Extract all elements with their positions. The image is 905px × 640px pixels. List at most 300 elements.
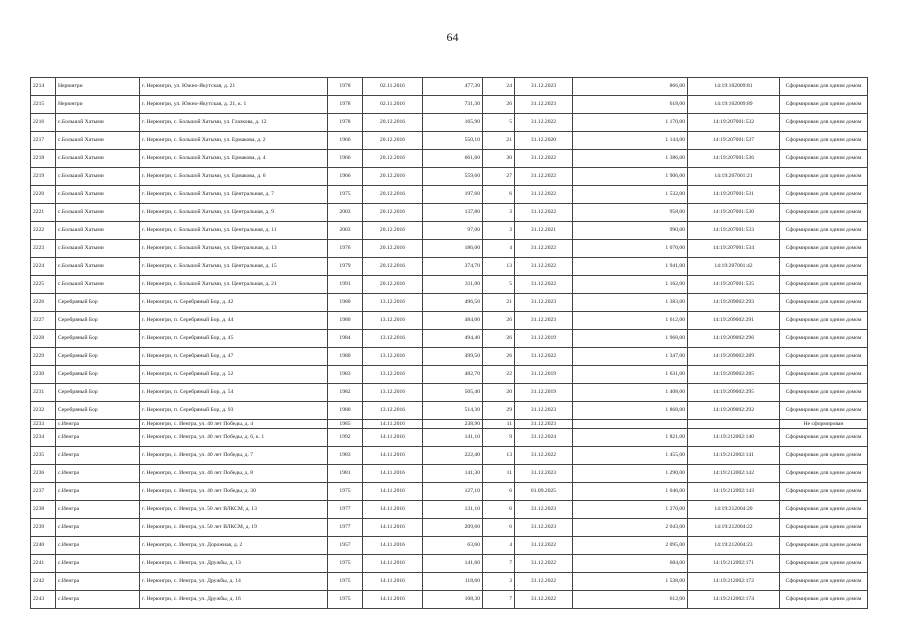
row-number-cell: 2223 [31,240,56,258]
table-body [31,78,868,609]
settlement-cell: с.Иенгра [56,573,140,591]
area-cell: 477,30 [423,78,483,96]
cost-cell: 1 347,00 [573,348,688,366]
area-cell: 141,30 [423,465,483,483]
row-number-cell: 2243 [31,591,56,609]
cadastral-number-cell: 14:19:207001:536 [688,150,780,168]
row-number-cell: 2224 [31,258,56,276]
deadline-cell: 31.12.2024 [515,429,573,447]
address-cell: г. Нерюнгри, ул. Южно-Якутская, д. 21 [140,78,328,96]
settlement-cell: Нерюнгри [56,78,140,96]
area-cell: 484,00 [423,312,483,330]
address-cell: г. Нерюнгри, с. Иенгра, ул. Дружбы, д. 16 [140,591,328,609]
status-cell: Сформирован для одним домом [780,114,868,132]
area-cell: 197,60 [423,186,483,204]
area-cell: 209,60 [423,519,483,537]
cadastral-number-cell: 14:19:209002:285 [688,366,780,384]
area-cell: 505,40 [423,384,483,402]
date-cell: 14.11.2016 [363,555,423,573]
status-cell: Сформирован для одним домом [780,384,868,402]
row-number-cell: 2237 [31,483,56,501]
table-row [31,114,868,132]
cadastral-number-cell: 14:19:207001:21 [688,168,780,186]
settlement-cell: Серебряный Бор [56,402,140,420]
deadline-cell: 31.12.2019 [515,384,573,402]
cadastral-number-cell: 14:19:212002:174 [688,591,780,609]
build-year-cell: 1957 [328,537,363,555]
date-cell: 13.12.2016 [363,402,423,420]
area-cell: 238,90 [423,420,483,429]
deadline-cell: 31.12.2022 [515,537,573,555]
cost-cell: 618,00 [573,96,688,114]
address-cell: г. Нерюнгри, с. Большой Хатыми, ул. Центральная, д. 9 [140,204,328,222]
cadastral-number-cell: 14:19:207001:535 [688,276,780,294]
deadline-cell: 31.12.2022 [515,447,573,465]
row-number-cell: 2240 [31,537,56,555]
cost-cell: 1 868,00 [573,402,688,420]
cadastral-number-cell: 14:19:209002:292 [688,402,780,420]
build-year-cell: 1992 [328,429,363,447]
status-cell: Не сформирован [780,420,868,429]
table-row [31,573,868,591]
row-number-cell: 2217 [31,132,56,150]
address-cell: г. Нерюнгри, с. Иенгра, ул. 40 лет Победы, д. 7 [140,447,328,465]
date-cell: 20.12.2016 [363,168,423,186]
table-row [31,591,868,609]
deadline-cell: 31.12.2022 [515,258,573,276]
cost-cell: 1 070,00 [573,240,688,258]
date-cell: 20.12.2016 [363,240,423,258]
row-number-cell: 2238 [31,501,56,519]
build-year-cell: 1975 [328,483,363,501]
table-row [31,204,868,222]
residents-cell: 11 [483,465,515,483]
settlement-cell: с.Иенгра [56,429,140,447]
build-year-cell: 1975 [328,186,363,204]
cadastral-number-cell: 14:19:207001:530 [688,204,780,222]
cadastral-number-cell: 14:19:209002:293 [688,294,780,312]
table-row [31,150,868,168]
settlement-cell: Нерюнгри [56,96,140,114]
status-cell: Сформирован для одним домом [780,483,868,501]
cadastral-number-cell: 14:19:207001:532 [688,114,780,132]
deadline-cell: 31.12.2021 [515,222,573,240]
cadastral-number-cell: 14:19:207001:533 [688,222,780,240]
table-row [31,483,868,501]
status-cell: Сформирован для одним домом [780,204,868,222]
row-number-cell: 2233 [31,420,56,429]
area-cell: 118,60 [423,573,483,591]
settlement-cell: с.Большой Хатыми [56,186,140,204]
residents-cell: 3 [483,222,515,240]
status-cell: Сформирован для одним домом [780,168,868,186]
residents-cell: 21 [483,132,515,150]
residents-cell: 11 [483,420,515,429]
settlement-cell: с.Иенгра [56,555,140,573]
row-number-cell: 2241 [31,555,56,573]
status-cell: Сформирован для одним домом [780,150,868,168]
deadline-cell: 31.12.2022 [515,591,573,609]
address-cell: г. Нерюнгри, с. Большой Хатыми, ул. Центральная, д. 11 [140,222,328,240]
status-cell: Сформирован для одним домом [780,465,868,483]
settlement-cell: с.Большой Хатыми [56,222,140,240]
cost-cell: 1 270,00 [573,501,688,519]
date-cell: 14.11.2016 [363,501,423,519]
date-cell: 02.11.2016 [363,78,423,96]
table-row [31,78,868,96]
cost-cell: 1 170,00 [573,114,688,132]
status-cell: Сформирован для одним домом [780,573,868,591]
table-row [31,537,868,555]
row-number-cell: 2215 [31,96,56,114]
settlement-cell: с.Иенгра [56,483,140,501]
table-row [31,384,868,402]
date-cell: 13.12.2016 [363,384,423,402]
table-row [31,258,868,276]
row-number-cell: 2227 [31,312,56,330]
cadastral-number-cell: 14:19:209002:289 [688,348,780,366]
cost-cell: 1 386,00 [573,150,688,168]
cost-cell: 1 383,00 [573,294,688,312]
deadline-cell: 31.12.2023 [515,78,573,96]
table-row [31,519,868,537]
date-cell: 20.12.2016 [363,114,423,132]
address-cell: г. Нерюнгри, с. Иенгра, ул. Дорожная, д. 2 [140,537,328,555]
cadastral-number-cell: 14:19:207001:42 [688,258,780,276]
date-cell: 14.11.2016 [363,573,423,591]
address-cell: г. Нерюнгри, с. Большой Хатыми, ул. Центральная, д. 15 [140,258,328,276]
table-row [31,330,868,348]
address-cell: г. Нерюнгри, с. Иенгра, ул. Дружбы, д. 13 [140,555,328,573]
table-row [31,348,868,366]
area-cell: 374,70 [423,258,483,276]
table-row [31,294,868,312]
table-row [31,465,868,483]
date-cell: 13.12.2016 [363,330,423,348]
address-cell: г. Нерюнгри, п. Серебряный Бор, д. 47 [140,348,328,366]
date-cell: 13.12.2016 [363,366,423,384]
deadline-cell: 31.12.2022 [515,348,573,366]
date-cell: 20.12.2016 [363,132,423,150]
area-cell: 559,60 [423,168,483,186]
cadastral-number-cell: 14:19:212002:143 [688,483,780,501]
residents-cell: 22 [483,366,515,384]
area-cell: 482,70 [423,366,483,384]
row-number-cell: 2239 [31,519,56,537]
settlement-cell: с.Большой Хатыми [56,240,140,258]
cadastral-number-cell: 14:19:212002:140 [688,429,780,447]
cost-cell: 958,00 [573,204,688,222]
address-cell: г. Нерюнгри, п. Серебряный Бор, д. 45 [140,330,328,348]
residents-cell: 6 [483,186,515,204]
address-cell: г. Нерюнгри, п. Серебряный Бор, д. 54 [140,384,328,402]
status-cell: Сформирован для одним домом [780,258,868,276]
row-number-cell: 2231 [31,384,56,402]
date-cell: 20.12.2016 [363,150,423,168]
status-cell: Сформирован для одним домом [780,240,868,258]
cost-cell [573,420,688,429]
date-cell: 14.11.2016 [363,429,423,447]
build-year-cell: 2003 [328,222,363,240]
status-cell: Сформирован для одним домом [780,330,868,348]
cadastral-number-cell: 14:19:207001:534 [688,240,780,258]
address-cell: г. Нерюнгри, п. Серебряный Бор, д. 44 [140,312,328,330]
status-cell: Сформирован для одним домом [780,348,868,366]
build-year-cell: 1991 [328,276,363,294]
build-year-cell: 1966 [328,150,363,168]
status-cell: Сформирован для одним домом [780,366,868,384]
cost-cell: 1 455,00 [573,447,688,465]
date-cell: 20.12.2016 [363,222,423,240]
area-cell: 108,30 [423,591,483,609]
row-number-cell: 2219 [31,168,56,186]
settlement-cell: Серебряный Бор [56,294,140,312]
settlement-cell: с.Иенгра [56,501,140,519]
build-year-cell: 1980 [328,294,363,312]
deadline-cell: 31.12.2023 [515,519,573,537]
cadastral-number-cell [688,420,780,429]
row-number-cell: 2234 [31,429,56,447]
date-cell: 13.12.2016 [363,294,423,312]
settlement-cell: с.Большой Хатыми [56,150,140,168]
deadline-cell: 31.12.2023 [515,501,573,519]
area-cell: 496,50 [423,294,483,312]
status-cell: Сформирован для одним домом [780,519,868,537]
address-cell: г. Нерюнгри, с. Большой Хатыми, ул. Центральная, д. 7 [140,186,328,204]
build-year-cell: 1981 [328,465,363,483]
area-cell: 127,10 [423,483,483,501]
build-year-cell: 1975 [328,573,363,591]
build-year-cell: 1978 [328,78,363,96]
deadline-cell: 31.12.2023 [515,465,573,483]
build-year-cell: 1976 [328,240,363,258]
residents-cell: 21 [483,294,515,312]
date-cell: 20.12.2016 [363,276,423,294]
address-cell: г. Нерюнгри, с. Иенгра, ул. 40 лет Победы, д. 4 [140,420,328,429]
residents-cell: 26 [483,312,515,330]
settlement-cell: Серебряный Бор [56,348,140,366]
address-cell: г. Нерюнгри, с. Иенгра, ул. Дружбы, д. 14 [140,573,328,591]
status-cell: Сформирован для одним домом [780,276,868,294]
residents-cell: 6 [483,483,515,501]
table-row [31,168,868,186]
residents-cell: 7 [483,555,515,573]
cadastral-number-cell: 14:19:102009:81 [688,78,780,96]
date-cell: 14.11.2016 [363,465,423,483]
area-cell: 311,00 [423,276,483,294]
address-cell: г. Нерюнгри, п. Серебряный Бор, д. 42 [140,294,328,312]
table-row [31,222,868,240]
address-cell: г. Нерюнгри, п. Серебряный Бор, д. 52 [140,366,328,384]
cost-cell: 1 290,00 [573,465,688,483]
deadline-cell: 31.12.2019 [515,366,573,384]
settlement-cell: Серебряный Бор [56,312,140,330]
cadastral-number-cell: 14:19:102009:89 [688,96,780,114]
residents-cell: 26 [483,96,515,114]
build-year-cell: 1975 [328,591,363,609]
settlement-cell: с.Большой Хатыми [56,114,140,132]
build-year-cell: 1977 [328,501,363,519]
cadastral-number-cell: 14:19:209002:295 [688,384,780,402]
cost-cell: 684,00 [573,555,688,573]
deadline-cell: 31.12.2022 [515,204,573,222]
build-year-cell: 1980 [328,312,363,330]
status-cell: Сформирован для одним домом [780,78,868,96]
residents-cell: 7 [483,591,515,609]
settlement-cell: с.Большой Хатыми [56,204,140,222]
cost-cell: 1 906,00 [573,168,688,186]
area-cell: 514,30 [423,402,483,420]
row-number-cell: 2235 [31,447,56,465]
table-row [31,186,868,204]
date-cell: 14.11.2016 [363,447,423,465]
row-number-cell: 2226 [31,294,56,312]
area-cell: 186,00 [423,240,483,258]
deadline-cell: 31.12.2023 [515,402,573,420]
settlement-cell: с.Большой Хатыми [56,132,140,150]
cost-cell: 1 538,00 [573,573,688,591]
settlement-cell: с.Иенгра [56,591,140,609]
area-cell: 499,50 [423,348,483,366]
date-cell: 02.11.2016 [363,96,423,114]
status-cell: Сформирован для одним домом [780,132,868,150]
row-number-cell: 2230 [31,366,56,384]
cadastral-number-cell: 14:19:209002:291 [688,312,780,330]
cost-cell: 1 408,00 [573,384,688,402]
status-cell: Сформирован для одним домом [780,501,868,519]
build-year-cell: 1983 [328,366,363,384]
deadline-cell: 31.12.2022 [515,186,573,204]
status-cell: Сформирован для одним домом [780,537,868,555]
date-cell: 20.12.2016 [363,186,423,204]
residents-cell: 20 [483,384,515,402]
row-number-cell: 2229 [31,348,56,366]
address-cell: г. Нерюнгри, с. Иенгра, ул. 40 лет Победы, д. 8 [140,465,328,483]
residents-cell: 13 [483,447,515,465]
table-row [31,447,868,465]
cost-cell: 1 821,00 [573,429,688,447]
status-cell: Сформирован для одним домом [780,186,868,204]
date-cell: 20.12.2016 [363,204,423,222]
cadastral-number-cell: 14:19:212002:171 [688,555,780,573]
date-cell: 14.11.2016 [363,420,423,429]
settlement-cell: Серебряный Бор [56,384,140,402]
area-cell: 97,00 [423,222,483,240]
address-cell: г. Нерюнгри, с. Большой Хатыми, ул. Ермакова, д. 6 [140,168,328,186]
table-row [31,555,868,573]
area-cell: 141,60 [423,555,483,573]
cost-cell: 1 631,00 [573,366,688,384]
row-number-cell: 2220 [31,186,56,204]
cadastral-number-cell: 14:19:212004:22 [688,519,780,537]
row-number-cell: 2228 [31,330,56,348]
area-cell: 63,60 [423,537,483,555]
build-year-cell: 1979 [328,258,363,276]
settlement-cell: с.Большой Хатыми [56,258,140,276]
table-row [31,366,868,384]
date-cell: 20.12.2016 [363,258,423,276]
settlement-cell: Серебряный Бор [56,330,140,348]
settlement-cell: с.Иенгра [56,537,140,555]
table-row [31,312,868,330]
residents-cell: 4 [483,240,515,258]
page-number: 64 [446,30,459,44]
address-cell: г. Нерюнгри, с. Большой Хатыми, ул. Глазкова, д. 12 [140,114,328,132]
row-number-cell: 2214 [31,78,56,96]
settlement-cell: с.Иенгра [56,519,140,537]
address-cell: г. Нерюнгри, с. Иенгра, ул. 40 лет Победы, д. 6, к. 1 [140,429,328,447]
status-cell: Сформирован для одним домом [780,447,868,465]
table-row [31,96,868,114]
build-year-cell: 1978 [328,96,363,114]
build-year-cell: 1977 [328,519,363,537]
area-cell: 661,60 [423,150,483,168]
address-cell: г. Нерюнгри, п. Серебряный Бор, д. 93 [140,402,328,420]
deadline-cell: 31.12.2023 [515,294,573,312]
build-year-cell: 1984 [328,330,363,348]
build-year-cell: 1982 [328,384,363,402]
row-number-cell: 2216 [31,114,56,132]
cost-cell: 1 144,00 [573,132,688,150]
residents-cell: 13 [483,258,515,276]
settlement-cell: с.Большой Хатыми [56,276,140,294]
deadline-cell: 01.09.2025 [515,483,573,501]
build-year-cell: 2003 [328,204,363,222]
address-cell: г. Нерюнгри, с. Большой Хатыми, ул. Ермакова, д. 4 [140,150,328,168]
cadastral-number-cell: 14:19:212002:142 [688,465,780,483]
table-row [31,501,868,519]
residents-cell: 4 [483,537,515,555]
area-cell: 141,10 [423,429,483,447]
cost-cell: 1 532,00 [573,186,688,204]
status-cell: Сформирован для одним домом [780,555,868,573]
row-number-cell: 2242 [31,573,56,591]
status-cell: Сформирован для одним домом [780,429,868,447]
area-cell: 494,40 [423,330,483,348]
row-number-cell: 2225 [31,276,56,294]
deadline-cell: 31.12.2022 [515,240,573,258]
settlement-cell: с.Большой Хатыми [56,168,140,186]
build-year-cell: 1980 [328,348,363,366]
row-number-cell: 2236 [31,465,56,483]
deadline-cell: 31.12.2022 [515,168,573,186]
cost-cell: 1 046,00 [573,483,688,501]
build-year-cell: 1978 [328,114,363,132]
build-year-cell: 1975 [328,555,363,573]
deadline-cell: 31.12.2023 [515,420,573,429]
cadastral-number-cell: 14:19:209002:296 [688,330,780,348]
residents-cell: 3 [483,204,515,222]
row-number-cell: 2222 [31,222,56,240]
residents-cell: 30 [483,150,515,168]
address-cell: г. Нерюнгри, с. Иенгра, ул. 50 лет ВЛКСМ, д. 13 [140,501,328,519]
date-cell: 14.11.2016 [363,483,423,501]
residents-cell: 3 [483,573,515,591]
cost-cell: 990,00 [573,222,688,240]
settlement-cell: с.Иенгра [56,447,140,465]
cost-cell: 1 968,00 [573,330,688,348]
cadastral-number-cell: 14:19:212002:141 [688,447,780,465]
residents-cell: 6 [483,519,515,537]
row-number-cell: 2218 [31,150,56,168]
date-cell: 14.11.2016 [363,537,423,555]
cadastral-number-cell: 14:19:212002:172 [688,573,780,591]
area-cell: 550,10 [423,132,483,150]
address-cell: г. Нерюнгри, с. Иенгра, ул. 50 лет ВЛКСМ, д. 19 [140,519,328,537]
status-cell: Сформирован для одним домом [780,591,868,609]
settlement-cell: с.Иенгра [56,420,140,429]
deadline-cell: 31.12.2023 [515,96,573,114]
